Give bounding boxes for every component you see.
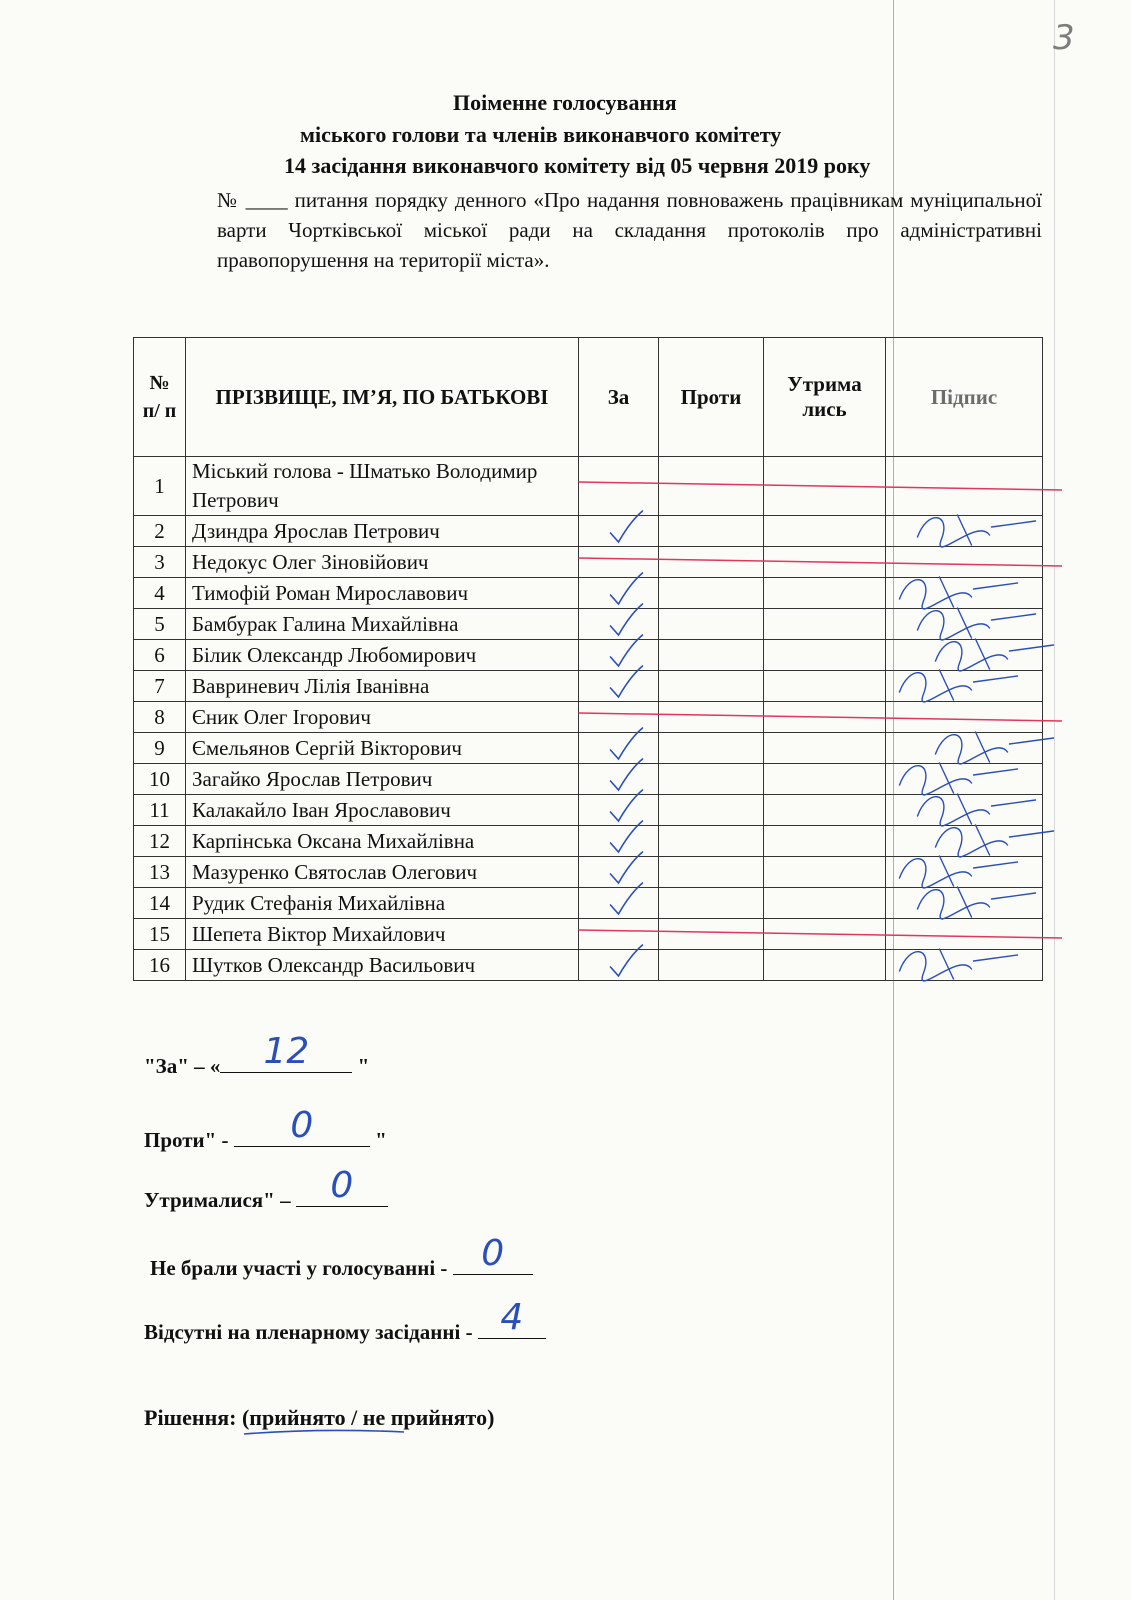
cell-signature [886, 609, 1043, 640]
table-row [134, 764, 1043, 795]
cell-za [579, 733, 659, 764]
member-name: Білик Олександр Любомирович [186, 640, 579, 671]
cell-proty [659, 888, 764, 919]
cell-signature [886, 950, 1043, 981]
tally-za [144, 1031, 370, 1079]
table-row [134, 640, 1043, 671]
cell-proty [659, 671, 764, 702]
cell-utrymalys [764, 702, 886, 733]
row-number: 13 [134, 857, 186, 888]
cell-signature [886, 671, 1043, 702]
table-row [134, 919, 1043, 950]
cell-proty [659, 640, 764, 671]
cell-za [579, 702, 659, 733]
cell-proty [659, 733, 764, 764]
row-number: 3 [134, 547, 186, 578]
tally-ne-braly-value: 0 [481, 1233, 505, 1274]
cell-utrymalys [764, 857, 886, 888]
cell-za [579, 516, 659, 547]
cell-proty [659, 702, 764, 733]
cell-signature [886, 516, 1043, 547]
table-row [134, 795, 1043, 826]
row-number: 12 [134, 826, 186, 857]
voting-table-body [134, 457, 1043, 981]
member-name: Мазуренко Святослав Олегович [186, 857, 579, 888]
member-name: Ємельянов Сергій Вікторович [186, 733, 579, 764]
agenda-text: № ____ питання порядку денного «Про надання повноважень працівникам муніципальної варти Чортківської міської ради на складання протоколів про адміністративні правопорушення на території міста». [217, 188, 1042, 272]
tally-proty [144, 1105, 387, 1153]
cell-proty [659, 609, 764, 640]
tally-za-close: " [352, 1054, 370, 1078]
row-number: 2 [134, 516, 186, 547]
cell-proty [659, 950, 764, 981]
title-line-1: Поіменне голосування [453, 90, 677, 115]
member-name: Вавриневич Лілія Іванівна [186, 671, 579, 702]
table-row [134, 578, 1043, 609]
row-number: 10 [134, 764, 186, 795]
cell-utrymalys [764, 547, 886, 578]
table-row [134, 733, 1043, 764]
cell-utrymalys [764, 733, 886, 764]
row-number: 9 [134, 733, 186, 764]
table-row [134, 609, 1043, 640]
page-number: 3 [1053, 18, 1075, 58]
member-name: Загайко Ярослав Петрович [186, 764, 579, 795]
tally-utrymalys-blank [296, 1165, 388, 1207]
tally-za-blank [220, 1031, 352, 1073]
cell-za [579, 640, 659, 671]
cell-za [579, 795, 659, 826]
tally-proty-value: 0 [290, 1105, 314, 1146]
cell-proty [659, 457, 764, 516]
row-number: 4 [134, 578, 186, 609]
member-name: Шутков Олександр Васильович [186, 950, 579, 981]
cell-signature [886, 764, 1043, 795]
cell-za [579, 826, 659, 857]
tally-utrymalys [144, 1165, 388, 1213]
row-number: 11 [134, 795, 186, 826]
cell-signature [886, 826, 1043, 857]
cell-za [579, 950, 659, 981]
cell-utrymalys [764, 764, 886, 795]
cell-utrymalys [764, 671, 886, 702]
cell-proty [659, 826, 764, 857]
cell-proty [659, 795, 764, 826]
cell-signature [886, 857, 1043, 888]
decision [144, 1405, 494, 1431]
row-number: 15 [134, 919, 186, 950]
tally-vidsutni [144, 1297, 546, 1345]
cell-za [579, 457, 659, 516]
cell-za [579, 671, 659, 702]
cell-za [579, 888, 659, 919]
table-row [134, 702, 1043, 733]
cell-proty [659, 516, 764, 547]
cell-za [579, 547, 659, 578]
decision-label: Рішення: [144, 1405, 242, 1430]
cell-utrymalys [764, 578, 886, 609]
title-line-2: міського голови та членів виконавчого комітету [300, 122, 782, 147]
cell-proty [659, 764, 764, 795]
tally-za-value: 12 [263, 1031, 310, 1072]
tally-ne-braly-label: Не брали участі у голосуванні - [150, 1256, 453, 1280]
row-number: 14 [134, 888, 186, 919]
cell-proty [659, 547, 764, 578]
cell-utrymalys [764, 950, 886, 981]
header-pidpys: Підпис [886, 338, 1043, 457]
tally-ne-braly-blank [453, 1233, 533, 1275]
table-row [134, 950, 1043, 981]
cell-za [579, 764, 659, 795]
cell-proty [659, 857, 764, 888]
cell-utrymalys [764, 826, 886, 857]
tally-proty-close: " [369, 1128, 387, 1152]
tally-ne-braly [150, 1233, 533, 1281]
tally-proty-blank [234, 1105, 370, 1147]
header-name: ПРІЗВИЩЕ, ІМ’Я, ПО БАТЬКОВІ [186, 338, 579, 457]
member-name: Єник Олег Ігорович [186, 702, 579, 733]
member-name: Карпінська Оксана Михайлівна [186, 826, 579, 857]
member-name: Бамбурак Галина Михайлівна [186, 609, 579, 640]
tally-vidsutni-label: Відсутні на пленарному засіданні - [144, 1320, 478, 1344]
table-row [134, 888, 1043, 919]
table-row [134, 671, 1043, 702]
cell-utrymalys [764, 457, 886, 516]
cell-utrymalys [764, 919, 886, 950]
decision-text: (прийнято / не прийнято) [241, 1405, 495, 1430]
voting-table [133, 337, 1043, 981]
tally-utrymalys-value: 0 [330, 1165, 354, 1206]
cell-signature [886, 702, 1043, 733]
row-number: 1 [134, 457, 186, 516]
table-row [134, 457, 1043, 516]
cell-signature [886, 733, 1043, 764]
cell-signature [886, 578, 1043, 609]
row-number: 8 [134, 702, 186, 733]
header-za: За [579, 338, 659, 457]
cell-signature [886, 795, 1043, 826]
cell-signature [886, 640, 1043, 671]
cell-za [579, 857, 659, 888]
cell-utrymalys [764, 640, 886, 671]
member-name: Дзиндра Ярослав Петрович [186, 516, 579, 547]
row-number: 5 [134, 609, 186, 640]
member-name: Міський голова - Шматько Володимир Петрович [186, 457, 579, 516]
cell-za [579, 609, 659, 640]
tally-utrymalys-label: Утрималися" – [144, 1188, 296, 1212]
header-proty: Проти [659, 338, 764, 457]
table-header-row [134, 338, 1043, 457]
member-name: Рудик Стефанія Михайлівна [186, 888, 579, 919]
row-number: 6 [134, 640, 186, 671]
cell-proty [659, 578, 764, 609]
cell-za [579, 919, 659, 950]
row-number: 16 [134, 950, 186, 981]
cell-proty [659, 919, 764, 950]
member-name: Шепета Віктор Михайлович [186, 919, 579, 950]
cell-utrymalys [764, 795, 886, 826]
header-utrymalys: Утрима лись [764, 338, 886, 457]
table-row [134, 547, 1043, 578]
margin-line-right [1054, 0, 1055, 1600]
tally-proty-label: Проти" - [144, 1128, 234, 1152]
cell-signature [886, 919, 1043, 950]
header-num: № п/ п [134, 338, 186, 457]
row-number: 7 [134, 671, 186, 702]
cell-za [579, 578, 659, 609]
table-row [134, 857, 1043, 888]
tally-za-label: "За" – « [144, 1054, 221, 1078]
table-row [134, 826, 1043, 857]
cell-signature [886, 888, 1043, 919]
tally-vidsutni-value: 4 [500, 1297, 524, 1338]
cell-utrymalys [764, 609, 886, 640]
member-name: Калакайло Іван Ярославович [186, 795, 579, 826]
table-row [134, 516, 1043, 547]
cell-utrymalys [764, 888, 886, 919]
cell-signature [886, 457, 1043, 516]
tally-vidsutni-blank [478, 1297, 546, 1339]
member-name: Тимофій Роман Мирославович [186, 578, 579, 609]
cell-signature [886, 547, 1043, 578]
title-line-3: 14 засідання виконавчого комітету від 05 червня 2019 року [284, 153, 871, 178]
cell-utrymalys [764, 516, 886, 547]
member-name: Недокус Олег Зіновійович [186, 547, 579, 578]
